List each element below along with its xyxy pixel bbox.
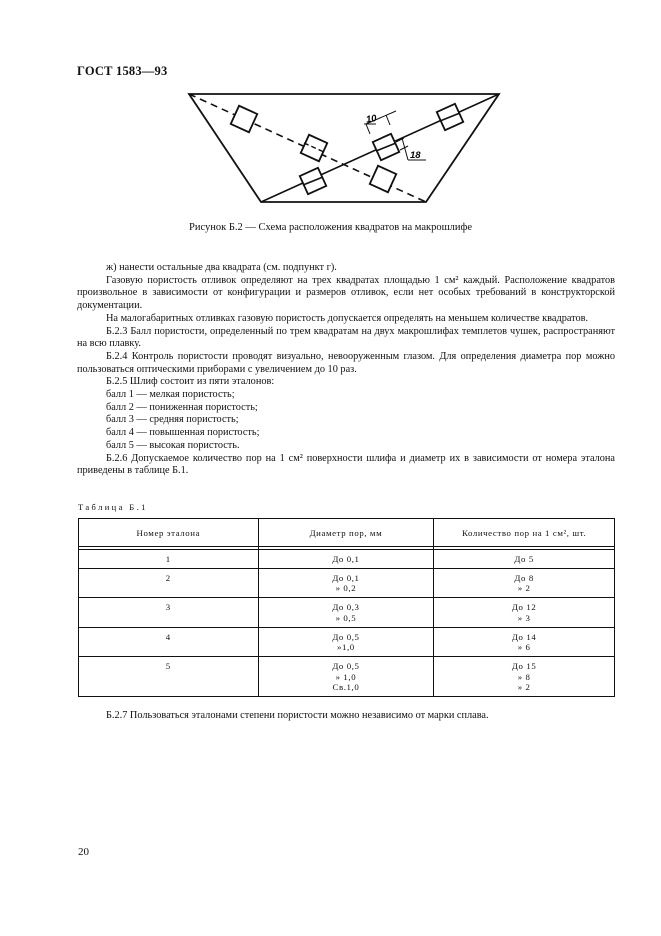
header-standard-number: Номер эталона [79, 519, 259, 547]
cell-count: До 5 [434, 550, 615, 569]
paragraph: ж) нанести остальные два квадрата (см. подпункт г). [106, 262, 337, 273]
table-row [79, 656, 615, 696]
dim-a-ext-right [386, 115, 390, 125]
list-item: балл 2 — пониженная пористость; [106, 401, 258, 413]
paragraph: Б.2.3 Балл пористости, определенный по трем квадратам на двух макрошлифах темплетов чушек, распространяют на всю плавку. [77, 325, 615, 350]
header-pore-diameter: Диаметр пор, мм [258, 519, 434, 547]
cell-diameter: До 0,5 » 1,0 Св.1,0 [258, 656, 434, 696]
list-item: балл 4 — повышенная пористость; [106, 427, 260, 439]
cell-count: До 15 » 8 » 2 [434, 656, 615, 696]
closing-paragraph: Б.2.7 Пользоваться эталонами степени пористости можно независимо от марки сплава. [106, 710, 489, 721]
cell-number: 1 [79, 550, 259, 569]
cell-number: 3 [79, 598, 259, 627]
table-header-row [79, 519, 615, 547]
table-row [79, 550, 615, 569]
document-header: ГОСТ 1583—93 [77, 64, 168, 78]
square-dashed-3 [370, 166, 396, 192]
cell-diameter: До 0,1 » 0,2 [258, 568, 434, 597]
list-item: балл 5 — высокая пористость. [106, 439, 240, 451]
paragraph: Газовую пористость отливок определяют на трех квадратах площадью 1 см² каждый. Расположение квадратов произвольное в зависимости от конфигурации и размеров отливок, если нет особых требований в конструкторской документации. [77, 274, 615, 312]
cell-count: До 12 » 3 [434, 598, 615, 627]
body-text [77, 262, 615, 478]
porosity-table [78, 518, 615, 697]
paragraph: Б.2.5 Шлиф состоит из пяти эталонов: [106, 376, 275, 388]
figure-caption: Рисунок Б.2 — Схема расположения квадратов на макрошлифе [189, 222, 472, 233]
cell-count: До 8 » 2 [434, 568, 615, 597]
cell-number: 5 [79, 656, 259, 696]
page-number: 20 [78, 846, 89, 858]
table-row [79, 627, 615, 656]
paragraph: На малогабаритных отливках газовую пористость допускается определять на меньшем количестве квадратов. [106, 312, 589, 324]
table-title: Таблица Б.1 [78, 502, 148, 512]
dim-b-label: 18 [410, 150, 421, 161]
macrosection-diagram [186, 86, 506, 208]
table-row [79, 598, 615, 627]
paragraph: Б.2.6 Допускаемое количество пор на 1 см² поверхности шлифа и диаметр их в зависимости от номера эталона приведены в таблице Б.1. [77, 452, 615, 477]
cell-diameter: До 0,1 [258, 550, 434, 569]
header-pore-count: Количество пор на 1 см², шт. [434, 519, 615, 547]
dim-a-label: 10 [365, 112, 378, 126]
cell-diameter: До 0,3 » 0,5 [258, 598, 434, 627]
table-row [79, 568, 615, 597]
cell-number: 4 [79, 627, 259, 656]
list-item: балл 1 — мелкая пористость; [106, 389, 235, 401]
list-item: балл 3 — средняя пористость; [106, 414, 239, 426]
diagram-svg [186, 86, 506, 208]
cell-number: 2 [79, 568, 259, 597]
paragraph: Б.2.4 Контроль пористости проводят визуально, невооруженным глазом. Для определения диаметра пор можно пользоваться оптическими приборами с увеличением до 10 раз. [77, 350, 615, 375]
cell-diameter: До 0,5 »1,0 [258, 627, 434, 656]
square-dashed-1 [231, 106, 257, 132]
cell-count: До 14 » 6 [434, 627, 615, 656]
